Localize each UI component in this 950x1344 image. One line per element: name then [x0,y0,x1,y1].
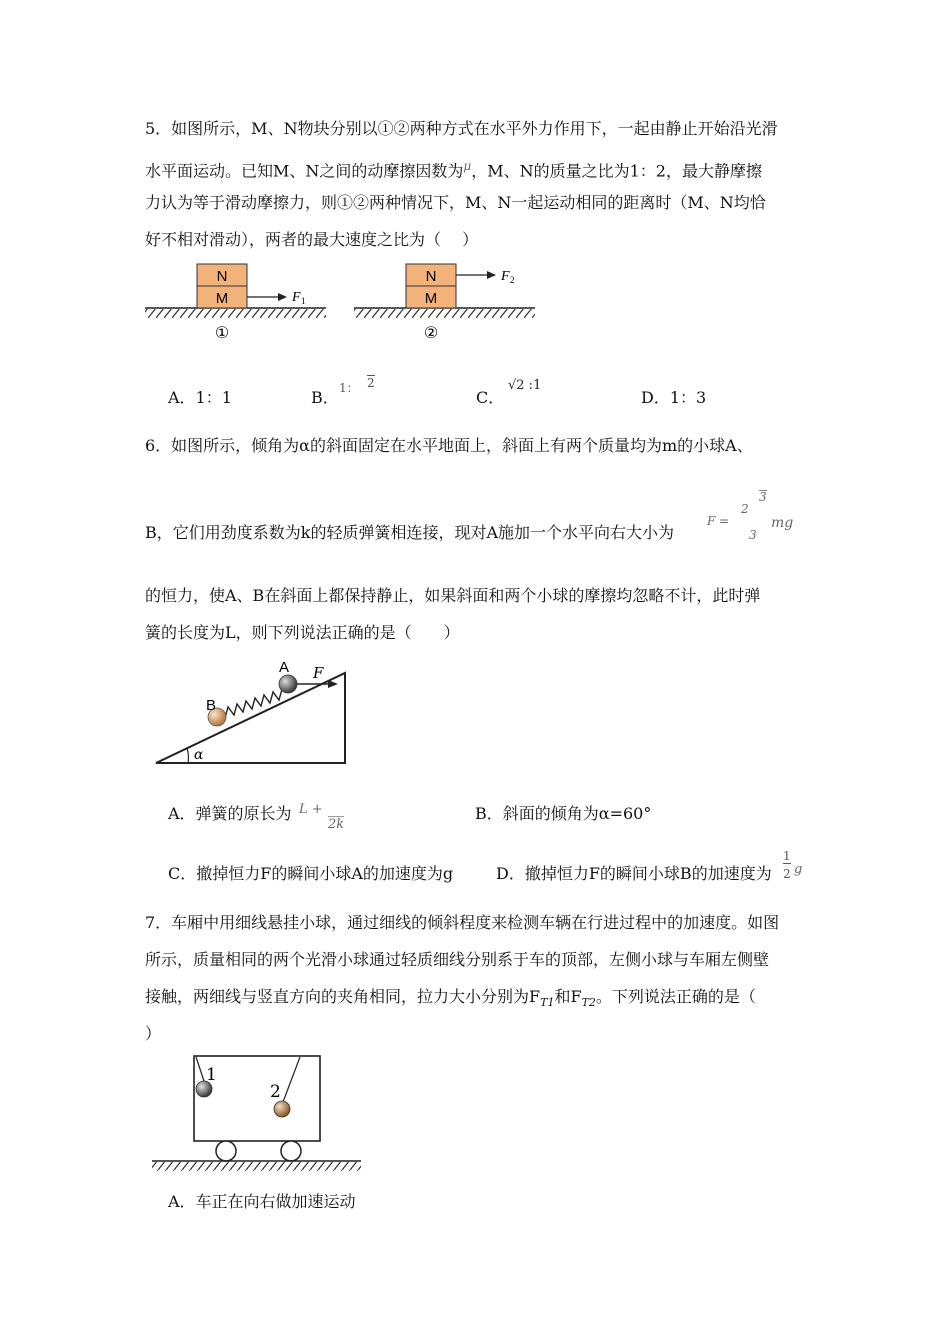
q5-option-b-frac: 2 [367,376,375,390]
q5-option-c-val: √2 :1 [508,378,542,393]
figure-1 [145,264,326,342]
fig1-block-n: N [216,268,228,285]
fig2-force: F [501,269,510,284]
q6-option-a-expr1: L + [299,802,323,817]
q7-option-a[interactable]: A．车正在向右做加速运动 [168,1192,356,1211]
fig2-block-m: M [424,290,438,307]
fig1-force-sub: 1 [301,296,306,306]
q6-option-a-label: A．弹簧的原长为 [168,804,292,823]
q5-option-b-label: B． [311,388,339,407]
spring [225,689,282,718]
fig1-label: ① [214,323,230,342]
q5-line-4: 好不相对滑动），两者的最大速度之比为（ ） [145,230,479,249]
q5-option-d[interactable]: D．1：3 [641,388,707,407]
ball-a-label: A [279,659,290,676]
q6-force-formula [707,490,807,542]
q5-line-3: 力认为等于滑动摩擦力，则①②两种情况下，M、N一起运动相同的距离时（M、N均恰 [145,193,766,212]
q5-line-2a: 水平面运动。已知M、N之间的动摩擦因数为 [145,161,464,181]
fig2-force-sub: 2 [510,275,515,285]
q7-line-3a: 接触，两细线与竖直方向的夹角相同，拉力大小分别为F [145,987,541,1006]
q6-line-2: B，它们用劲度系数为k的轻质弹簧相连接，现对A施加一个水平向右大小为 [145,523,675,542]
formula-f: F = [707,514,730,528]
q6-option-d[interactable] [496,849,803,885]
q6-option-d-num: 1 [783,849,791,863]
ball-1-label: 1 [206,1065,217,1085]
q7-sub-t1: T1 [540,996,555,1010]
angle-alpha: α [194,747,204,763]
q6-line-1: 6．如图所示，倾角为α的斜面固定在水平地面上，斜面上有两个质量均为m的小球A、 [145,436,753,455]
q6-option-a[interactable] [168,802,345,832]
q5-line-1: 5．如图所示，M、N物块分别以①②两种方式在水平外力作用下，一起由静止开始沿光滑 [145,119,778,138]
ball-2 [274,1101,290,1117]
ball-2-label: 2 [270,1082,281,1102]
q5-line-2 [145,155,762,182]
formula-coef: 2 [741,502,749,516]
q5-line-2b: ，M、N的质量之比为1：2，最大静摩擦 [471,161,762,181]
q6-line-3: 的恒力，使A、B在斜面上都保持静止，如果斜面和两个小球的摩擦均忽略不计，此时弹 [145,586,761,605]
q5-option-c[interactable] [476,378,542,409]
q6-line-4: 簧的长度为L，则下列说法正确的是（ ） [145,623,460,642]
q7-sub-t2: T2 [581,996,596,1010]
q6-option-d-label: D．撤掉恒力F的瞬间小球B的加速度为 [496,864,772,883]
q7-line-1: 7．车厢中用细线悬挂小球，通过细线的倾斜程度来检测车辆在行进过程中的加速度。如图 [145,913,780,932]
q7-line-2: 所示，质量相同的两个光滑小球通过轻质细线分别系于车的顶部，左侧小球与车厢左侧壁 [145,950,770,969]
q7-line-3c: 。下列说法正确的是（ [595,987,756,1006]
ball-a [279,675,297,693]
q6-option-c[interactable]: C．撤掉恒力F的瞬间小球A的加速度为g [168,864,454,883]
q6-option-d-den: 2 [783,867,791,881]
q7-line-3 [145,986,756,1014]
formula-den: 3 [749,528,757,542]
wheel-left [216,1141,236,1161]
fig1-force: F [292,290,301,305]
q6-figure [150,655,360,770]
mu-symbol: μ [463,159,472,173]
formula-mg: mg [771,515,794,531]
force-f-label: F [313,664,324,682]
q6-option-d-g: g [794,862,803,877]
ball-b-label: B [206,697,217,714]
fig2-label: ② [423,323,439,342]
fig1-block-m: M [215,290,229,307]
fig2-block-n: N [425,268,437,285]
q7-figure [150,1050,365,1175]
q5-figure [140,258,540,348]
q5-option-a[interactable]: A．1：1 [168,388,232,407]
q5-option-b-val: 1： [339,381,359,395]
q5-option-c-label: C． [476,388,505,407]
q6-option-a-expr2: 2k [328,817,345,832]
q7-line-4: ） [145,1024,162,1043]
figure-2 [354,264,535,342]
formula-num: 3 [759,490,767,504]
q5-option-b[interactable] [311,376,375,409]
q7-line-3b: 和F [554,987,582,1006]
q6-option-b[interactable]: B．斜面的倾角为α=60° [475,804,652,823]
wheel-right [281,1141,301,1161]
